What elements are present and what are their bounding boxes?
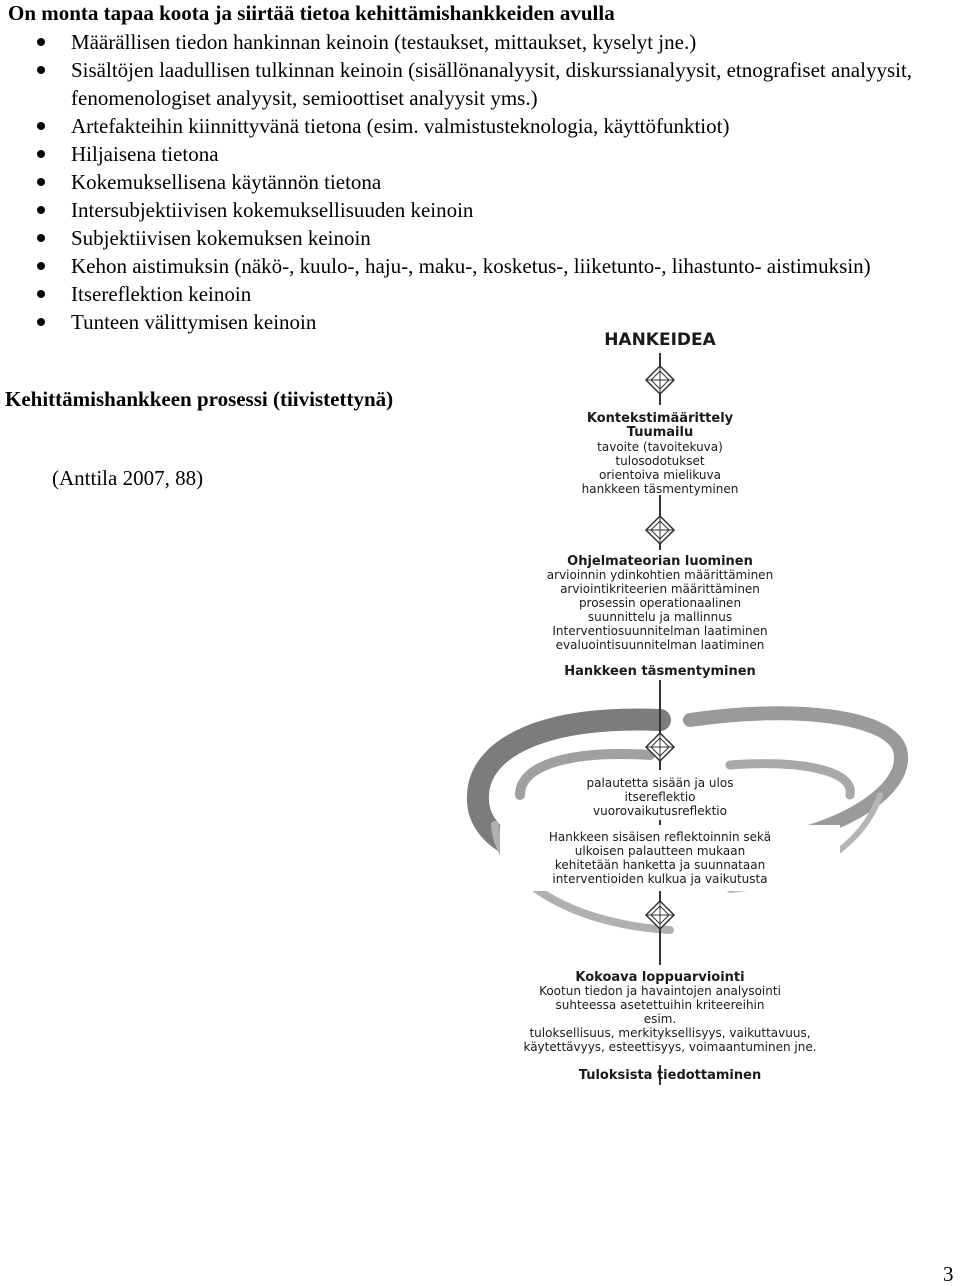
stage2-line: Interventiosuunnitelman laatiminen bbox=[552, 624, 768, 638]
list-item: Kokemuksellisena käytännön tietona bbox=[0, 168, 960, 196]
stage2-line: arvioinnin ydinkohtien määrittäminen bbox=[546, 568, 774, 582]
citation: (Anttila 2007, 88) bbox=[52, 466, 204, 490]
stage4-line: interventioiden kulkua ja vaikutusta bbox=[552, 872, 768, 886]
list-item: Itsereflektion keinoin bbox=[0, 280, 960, 308]
stage1-heading: Tuumailu bbox=[626, 425, 694, 440]
page-heading: On monta tapaa koota ja siirtää tietoa kehittämishankkeiden avulla bbox=[8, 1, 615, 25]
stage4-line: kehitetään hanketta ja suunnataan bbox=[554, 858, 766, 872]
list-item: Määrällisen tiedon hankinnan keinoin (testaukset, mittaukset, kyselyt jne.) bbox=[0, 28, 960, 56]
star-icon bbox=[646, 516, 674, 544]
stage5-line: tuloksellisuus, merkityksellisyys, vaikuttavuus, bbox=[529, 1026, 811, 1040]
page-number: 3 bbox=[943, 1262, 954, 1286]
list-item: Subjektiivisen kokemuksen keinoin bbox=[0, 224, 960, 252]
stage1-line: tavoite (tavoitekuva) bbox=[597, 440, 723, 454]
stage5-line: esim. bbox=[643, 1012, 677, 1026]
section-title: Kehittämishankkeen prosessi (tiivistettynä) bbox=[5, 387, 394, 411]
stage2-line: prosessin operationaalinen bbox=[578, 596, 742, 610]
stage2-footer: Hankkeen täsmentyminen bbox=[564, 664, 756, 679]
stage3-line: itsereflektio bbox=[624, 790, 696, 804]
list-item: Hiljaisena tietona bbox=[0, 140, 960, 168]
diagram-title: HANKEIDEA bbox=[604, 330, 716, 350]
stage1-line: hankkeen täsmentyminen bbox=[581, 482, 739, 496]
stage3-line: vuorovaikutusreflektio bbox=[593, 804, 727, 818]
knowledge-methods-list bbox=[0, 28, 960, 336]
stage1-line: tulosodotukset bbox=[615, 454, 705, 468]
stage5-line: käytettävyys, esteettisyys, voimaantuminen jne. bbox=[523, 1040, 817, 1054]
list-item: Intersubjektiivisen kokemuksellisuuden keinoin bbox=[0, 196, 960, 224]
list-item: Kehon aistimuksin (näkö-, kuulo-, haju-, maku-, kosketus-, liiketunto-, lihastunto- aistimuksin) bbox=[0, 252, 960, 280]
star-icon bbox=[646, 366, 674, 394]
stage1-line: orientoiva mielikuva bbox=[599, 468, 721, 482]
list-item: Artefakteihin kiinnittyvänä tietona (esim. valmistusteknologia, käyttöfunktiot) bbox=[0, 112, 960, 140]
list-item: Sisältöjen laadullisen tulkinnan keinoin (sisällönanalyysit, diskurssianalyysit, etnografiset analyysit, fenomenologiset analyysit, semioottiset analyysit yms.) bbox=[0, 56, 960, 112]
stage4-line: Hankkeen sisäisen reflektoinnin sekä bbox=[548, 830, 772, 844]
stage2-line: evaluointisuunnitelman laatiminen bbox=[555, 638, 765, 652]
spiral-graphic bbox=[478, 713, 901, 930]
stage5-heading: Kokoava loppuarviointi bbox=[575, 970, 745, 985]
stage4-line: ulkoisen palautteen mukaan bbox=[574, 844, 746, 858]
stage5-footer: Tuloksista tiedottaminen bbox=[578, 1068, 762, 1083]
stage5-line: Kootun tiedon ja havaintojen analysointi bbox=[539, 984, 781, 998]
stage2-line: suunnittelu ja mallinnus bbox=[587, 610, 733, 624]
stage3-line: palautetta sisään ja ulos bbox=[586, 776, 734, 790]
stage1-heading: Kontekstimäärittely bbox=[586, 411, 734, 426]
list-item: Tunteen välittymisen keinoin bbox=[0, 308, 960, 336]
process-diagram bbox=[460, 325, 950, 1100]
stage2-heading: Ohjelmateorian luominen bbox=[567, 554, 753, 569]
stage2-line: arviointikriteerien määrittäminen bbox=[560, 582, 760, 596]
stage5-line: suhteessa asetettuihin kriteereihin bbox=[555, 998, 765, 1012]
